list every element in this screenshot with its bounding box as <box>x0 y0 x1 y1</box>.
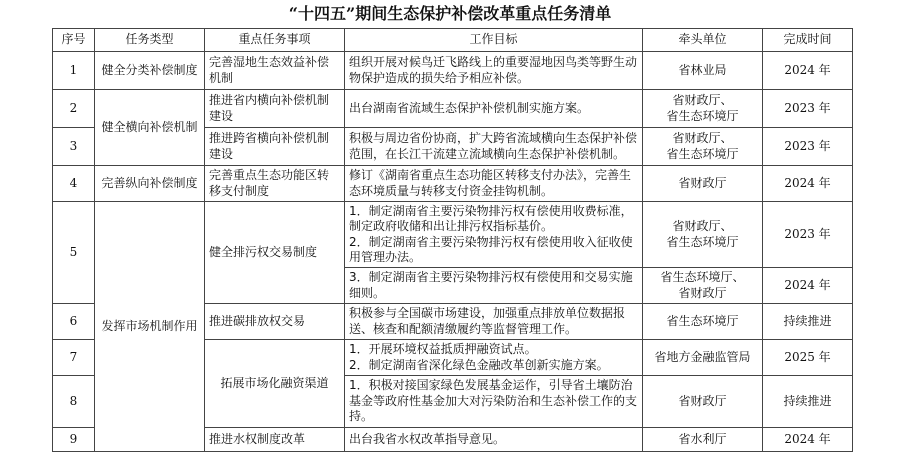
lead-unit-cell <box>643 304 763 340</box>
goal-cell: 1．积极对接国家绿色发展基金运作，引导省土壤防治基金等政府性基金加大对污染防治和生态补偿工作的支持。 <box>345 376 643 428</box>
lead-unit-cell <box>643 166 763 202</box>
row-number: 3 <box>53 128 95 166</box>
goal-cell: 修订《湖南省重点生态功能区转移支付办法》，完善生态环境质量与转移支付资金挂钩机制。 <box>345 166 643 202</box>
lead-unit-line: 省水利厅 <box>678 431 727 446</box>
deadline-cell: 2024 年 <box>763 428 853 452</box>
lead-unit-line: 省财政厅 <box>678 175 727 190</box>
document-title: “十四五”期间生态保护补偿改革重点任务清单 <box>288 4 612 23</box>
deadline-cell: 持续推进 <box>763 376 853 428</box>
row-number: 4 <box>53 166 95 202</box>
lead-unit-line: 省生态环境厅、 <box>660 270 745 284</box>
row-number: 9 <box>53 428 95 452</box>
header-deadline: 完成时间 <box>763 29 853 52</box>
deadline-cell: 2023 年 <box>763 128 853 166</box>
lead-unit-cell <box>643 268 763 304</box>
key-task-cell: 推进水权制度改革 <box>205 428 345 452</box>
lead-unit-line: 省财政厅、 <box>672 93 733 107</box>
lead-unit-line: 省地方金融监管局 <box>654 349 751 364</box>
table-row <box>53 90 853 128</box>
goal-cell: 组织开展对候鸟迁飞路线上的重要湿地因鸟类等野生动物保护造成的损失给予相应补偿。 <box>345 52 643 90</box>
goal-cell: 1．开展环境权益抵质押融资试点。 2．制定湖南省深化绿色金融改革创新实施方案。 <box>345 340 643 376</box>
lead-unit-line: 省生态环境厅 <box>666 108 739 123</box>
row-number: 7 <box>53 340 95 376</box>
deadline-cell: 2023 年 <box>763 202 853 268</box>
goal-cell: 积极参与全国碳市场建设，加强重点排放单位数据报送、核查和配额清缴履约等监督管理工作。 <box>345 304 643 340</box>
lead-unit-line: 省生态环境厅 <box>666 313 739 328</box>
lead-unit-line: 省财政厅、 <box>672 131 733 145</box>
lead-unit-cell <box>643 52 763 90</box>
key-task-cell: 完善重点生态功能区转移支付制度 <box>205 166 345 202</box>
header-task-type: 任务类型 <box>95 29 205 52</box>
lead-unit-line: 省林业局 <box>678 62 727 77</box>
task-type-cell: 健全横向补偿机制 <box>95 90 205 166</box>
lead-unit-cell <box>643 428 763 452</box>
deadline-cell: 2025 年 <box>763 340 853 376</box>
lead-unit-cell <box>643 128 763 166</box>
header-lead-unit: 牵头单位 <box>643 29 763 52</box>
table-row <box>53 166 853 202</box>
key-task-cell: 推进碳排放权交易 <box>205 304 345 340</box>
table-row <box>53 52 853 90</box>
key-task-cell: 推进省内横向补偿机制建设 <box>205 90 345 128</box>
deadline-cell: 2024 年 <box>763 52 853 90</box>
key-task-cell: 拓展市场化融资渠道 <box>205 340 345 428</box>
task-type-cell: 完善纵向补偿制度 <box>95 166 205 202</box>
header-key-task: 重点任务事项 <box>205 29 345 52</box>
lead-unit-cell <box>643 340 763 376</box>
key-task-cell: 完善湿地生态效益补偿机制 <box>205 52 345 90</box>
task-table <box>52 28 853 452</box>
deadline-cell: 2024 年 <box>763 268 853 304</box>
row-number: 1 <box>53 52 95 90</box>
goal-cell: 1．制定湖南省主要污染物排污权有偿使用收费标准，制定政府收储和出让排污权指标基价。 2．制定湖南省主要污染物排污权有偿使用收入征收使用管理办法。 <box>345 202 643 268</box>
goal-cell: 3．制定湖南省主要污染物排污权有偿使用和交易实施细则。 <box>345 268 643 304</box>
row-number: 8 <box>53 376 95 428</box>
row-number: 6 <box>53 304 95 340</box>
lead-unit-line: 省财政厅 <box>678 393 727 408</box>
lead-unit-line: 省生态环境厅 <box>666 146 739 161</box>
row-number: 5 <box>53 202 95 304</box>
goal-cell: 积极与周边省份协商，扩大跨省流域横向生态保护补偿范围，在长江干流建立流域横向生态保护补偿机制。 <box>345 128 643 166</box>
goal-cell: 出台湖南省流域生态保护补偿机制实施方案。 <box>345 90 643 128</box>
row-number: 2 <box>53 90 95 128</box>
header-goal: 工作目标 <box>345 29 643 52</box>
lead-unit-line: 省财政厅、 <box>672 219 733 233</box>
task-type-cell: 发挥市场机制作用 <box>95 202 205 452</box>
lead-unit-cell <box>643 90 763 128</box>
deadline-cell: 2023 年 <box>763 90 853 128</box>
lead-unit-line: 省财政厅 <box>678 285 727 300</box>
deadline-cell: 持续推进 <box>763 304 853 340</box>
key-task-cell: 健全排污权交易制度 <box>205 202 345 304</box>
lead-unit-cell <box>643 376 763 428</box>
deadline-cell: 2024 年 <box>763 166 853 202</box>
task-type-cell: 健全分类补偿制度 <box>95 52 205 90</box>
header-no: 序号 <box>53 29 95 52</box>
lead-unit-cell <box>643 202 763 268</box>
lead-unit-line: 省生态环境厅 <box>666 234 739 249</box>
table-row <box>53 202 853 268</box>
key-task-cell: 推进跨省横向补偿机制建设 <box>205 128 345 166</box>
table-header-row <box>53 29 853 52</box>
goal-cell: 出台我省水权改革指导意见。 <box>345 428 643 452</box>
